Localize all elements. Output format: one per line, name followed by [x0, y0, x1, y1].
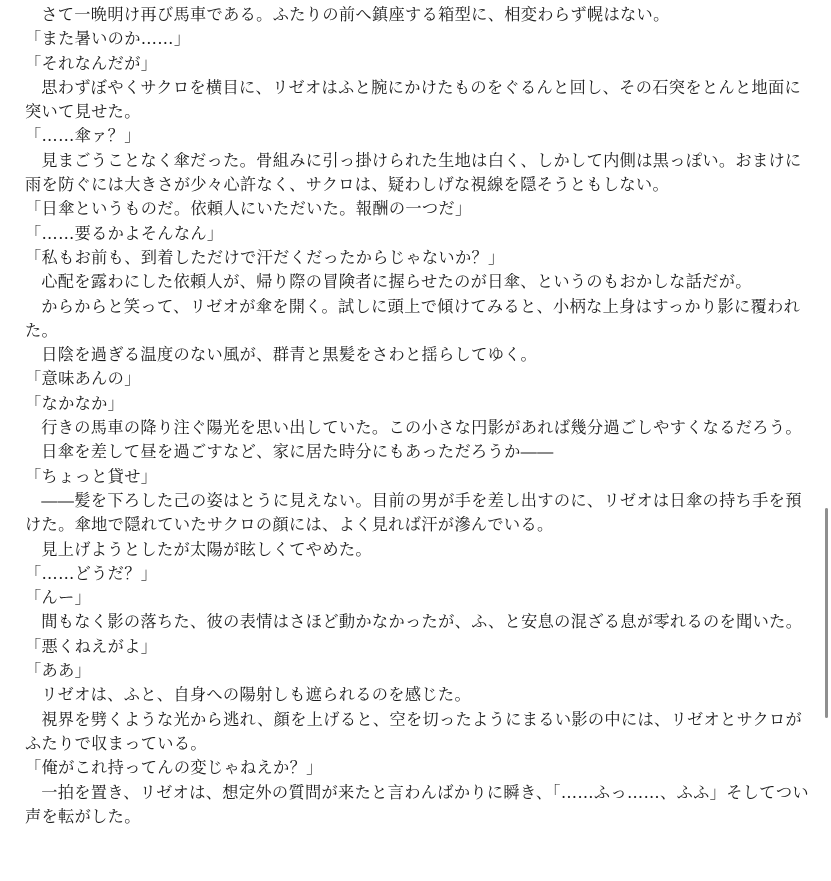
narration-paragraph: 間もなく影の落ちた、彼の表情はさほど動かなかったが、ふ、と安息の混ざる息が零れるのを聞いた。: [41, 612, 803, 632]
dialogue-line: 「悪くねえがよ」: [25, 636, 158, 656]
dialogue-line: 「……傘ァ？」: [25, 126, 141, 146]
scrollbar-thumb[interactable]: [825, 508, 828, 718]
dialogue-line: 「日傘というものだ。依頼人にいただいた。報酬の一つだ」: [25, 199, 472, 219]
dialogue-line: 「んー」: [25, 588, 92, 608]
dialogue-line: 「私もお前も、到着しただけで汗だくだったからじゃないか？」: [25, 247, 505, 267]
narration-paragraph: 心配を露わにした依頼人が、帰り際の冒険者に握らせたのが日傘、というのもおかしな話だが。: [41, 272, 752, 292]
narration-paragraph: リゼオは、ふと、自身への陽射しも遮られるのを感じた。: [41, 685, 471, 705]
dialogue-line: 「ああ」: [25, 661, 92, 681]
dialogue-line: 「ちょっと貸せ」: [25, 466, 158, 486]
narration-paragraph: 視界を劈くような光から逃れ、顔を上げると、空を切ったようにまるい影の中には、リゼオとサクロがふたりで収まっている。: [25, 709, 803, 753]
narration-paragraph: さて一晩明け再び馬車である。ふたりの前へ鎮座する箱型に、相変わらず幌はない。: [41, 5, 670, 24]
narration-paragraph: 一拍を置き、リゼオは、想定外の質問が来たと言わんばかりに瞬き、「……ふっ……、ふふ」そしてつい声を転がした。: [25, 782, 809, 826]
vertical-scrollbar[interactable]: [822, 0, 831, 881]
narration-paragraph: からからと笑って、リゼオが傘を開く。試しに頭上で傾けてみると、小柄な上身はすっかり影に覆われた。: [25, 296, 801, 340]
narration-paragraph: 日陰を過ぎる温度のない風が、群青と黒髪をさわと揺らしてゆく。: [41, 345, 537, 365]
narration-paragraph: 思わずぼやくサクロを横目に、リゼオはふと腕にかけたものをぐるんと回し、その石突をとんと地面に突いて見せた。: [25, 77, 802, 122]
dialogue-line: 「それなんだが」: [25, 53, 158, 73]
dialogue-line: 「なかなか」: [25, 393, 125, 413]
dialogue-line: 「……要るかよそんなん」: [25, 223, 224, 243]
dialogue-line: 「俺がこれ持ってんの変じゃねえか？」: [25, 758, 323, 778]
narration-paragraph: 見上げようとしたが太陽が眩しくてやめた。: [41, 539, 372, 559]
narration-paragraph: 日傘を差して昼を過ごすなど、家に居た時分にもあっただろうか――: [41, 442, 554, 462]
dialogue-line: 「……どうだ？」: [25, 563, 158, 583]
story-text: [25, 3, 815, 829]
narration-paragraph: 見まごうことなく傘だった。骨組みに引っ掛けられた生地は白く、しかして内側は黒っぽい。おまけに雨を防ぐには大きさが少々心許なく、サクロは、疑わしげな視線を隠そうともしない。: [25, 150, 802, 195]
narration-paragraph: 行きの馬車の降り注ぐ陽光を思い出していた。この小さな円影があれば幾分過ごしやすくなるだろう。: [41, 418, 802, 438]
narration-paragraph: ――髪を下ろした己の姿はとうに見えない。目前の男が手を差し出すのに、リゼオは日傘の持ち手を預けた。傘地で隠れていたサクロの顔には、よく見れば汗が滲んでいる。: [25, 490, 802, 535]
dialogue-line: 「意味あんの」: [25, 369, 141, 389]
dialogue-line: 「また暑いのか……」: [25, 29, 191, 49]
